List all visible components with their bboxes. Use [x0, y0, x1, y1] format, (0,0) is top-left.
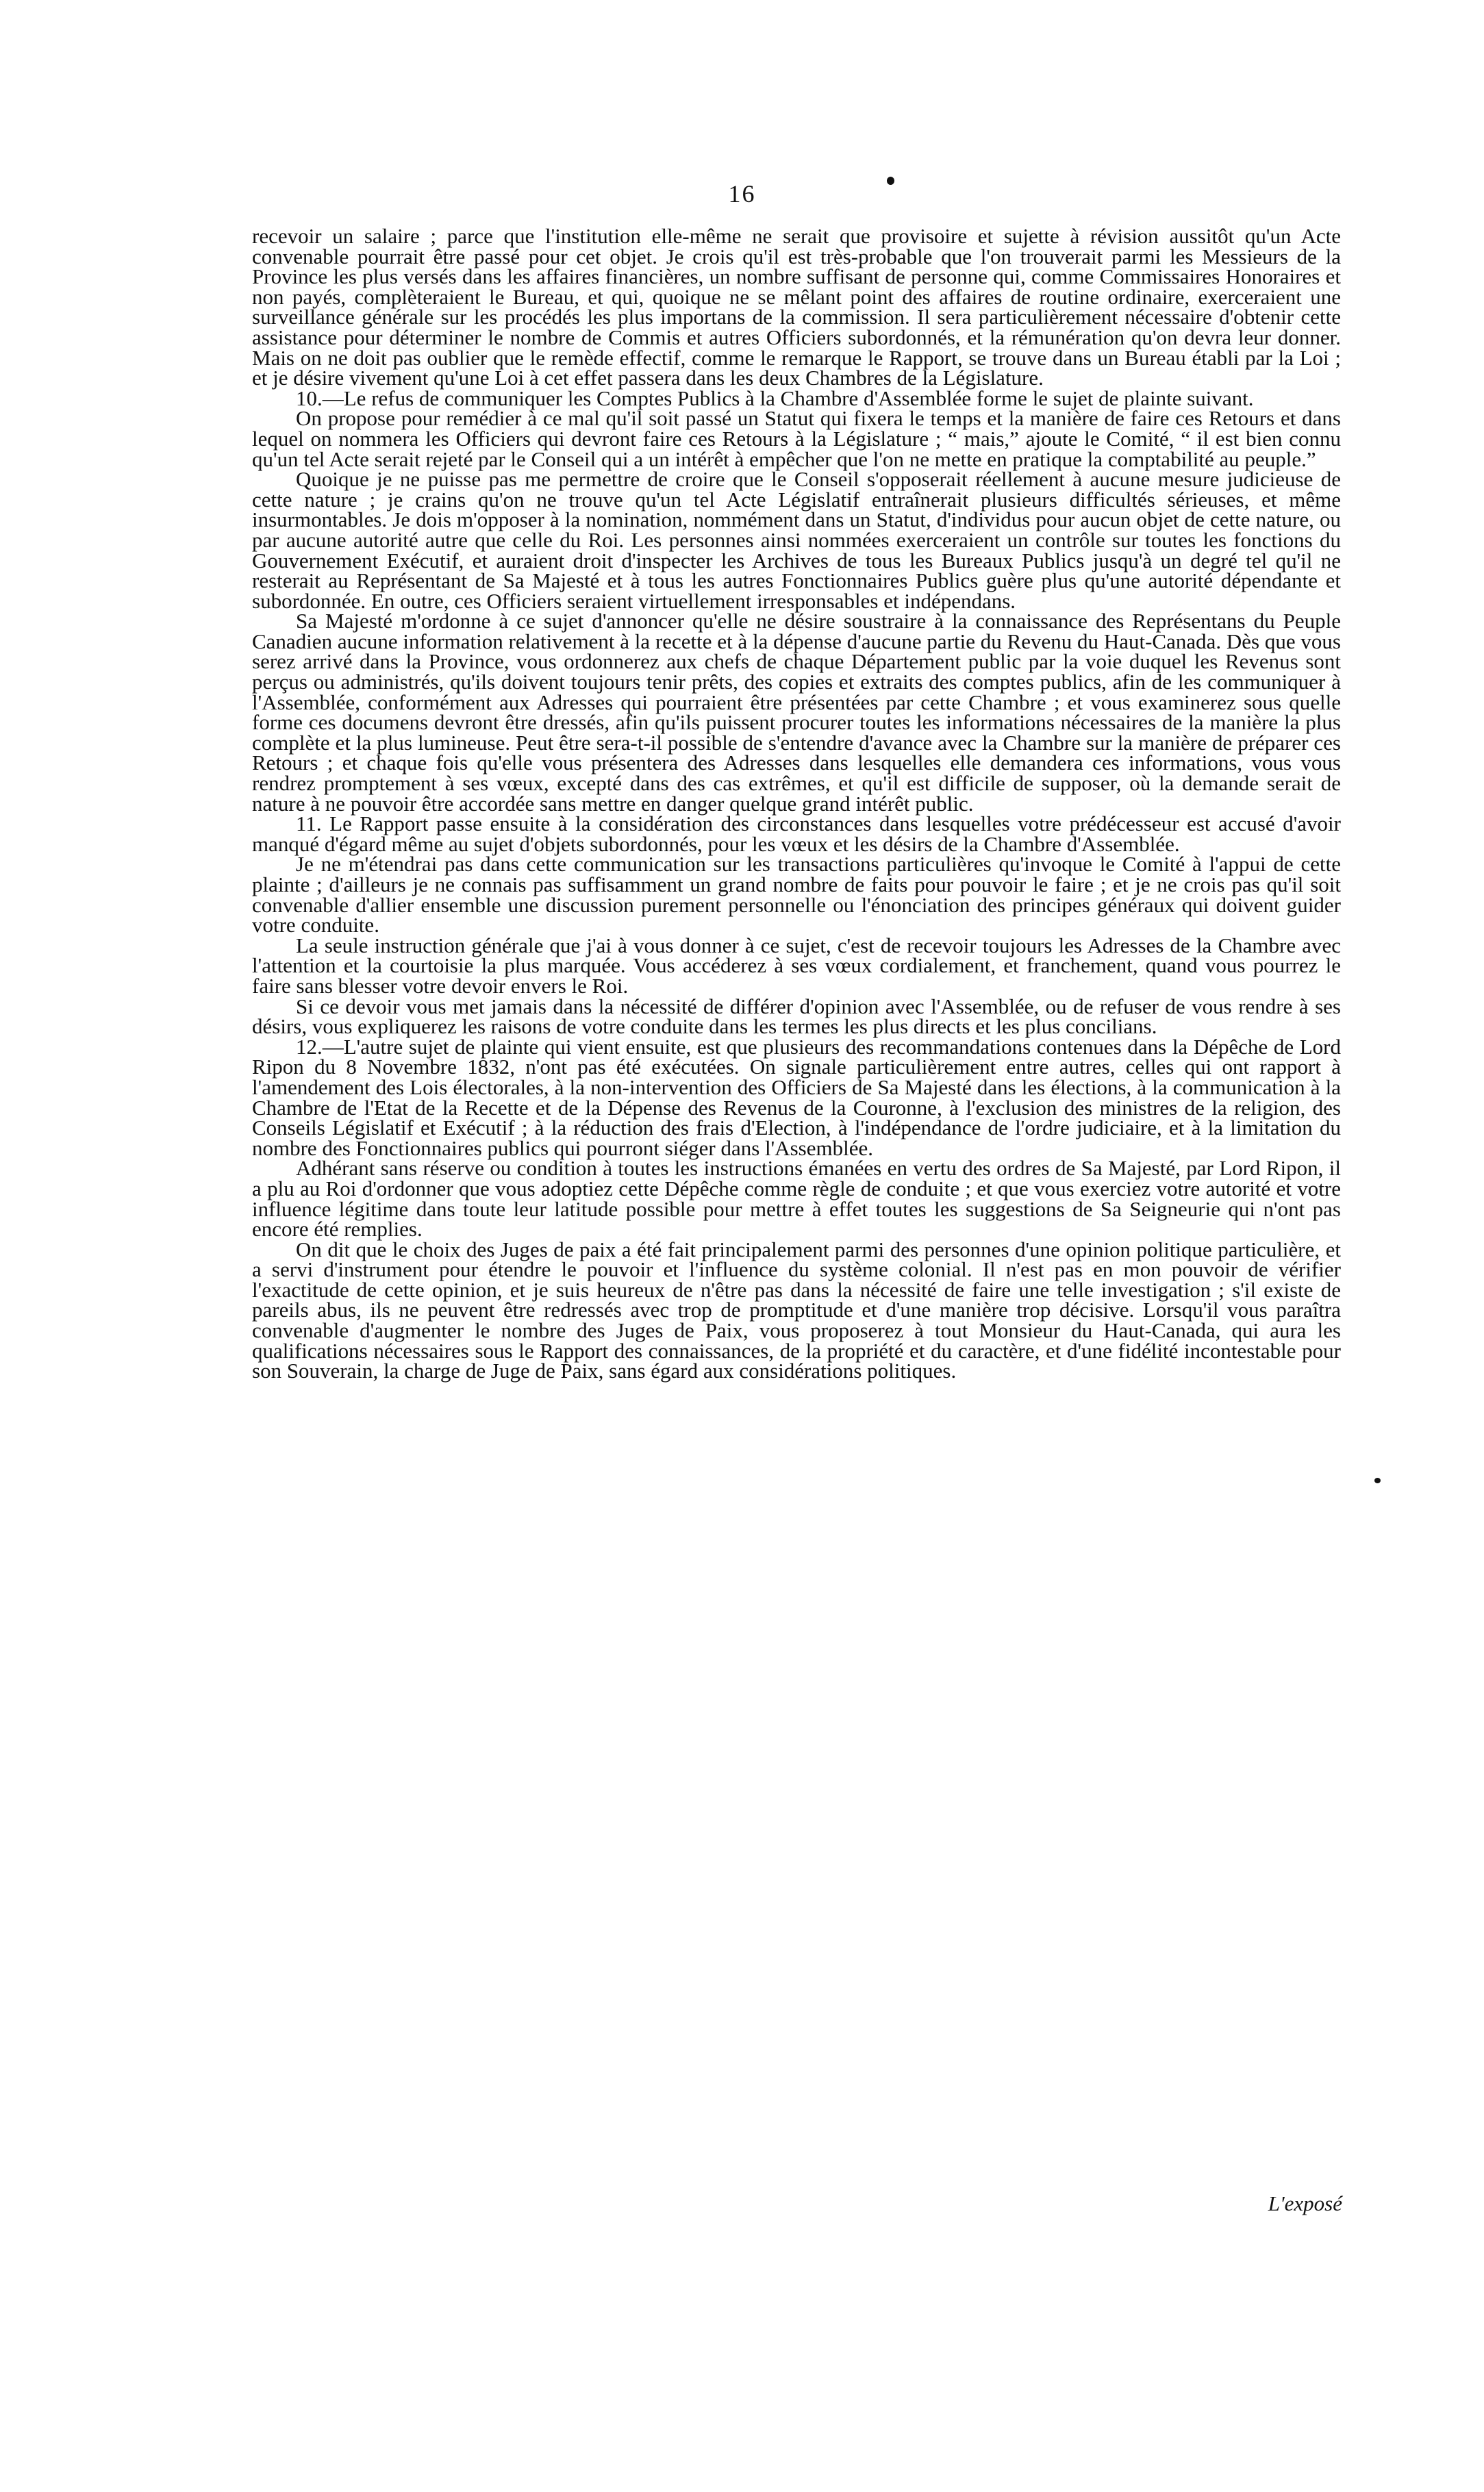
paragraph: Quoique je ne puisse pas me permettre de croire que le Conseil s'opposerait réellement à aucune mesure judicieuse de cette nature ; je crains qu'on ne trouve qu'un tel Acte Législatif entraînerait plusieurs difficultés sérieuses, et même insurmontables. Je dois m'opposer à la nomination, nommément dans un Statut, d'individus pour aucun objet de cette nature, ou par aucune autorité autre que celle du Roi. Les personnes ainsi nommées exerceraient un contrôle sur toutes les fonctions du Gouvernement Exécutif, et auraient droit d'inspecter les Archives de tous les Bureaux Publics jusqu'à un degré tel qu'il ne resterait au Représentant de Sa Majesté et à tous les autres Fonctionnaires Publics guère plus qu'une autorité dépendante et subordonnée. En outre, ces Officiers seraient virtuellement irresponsables et indépendans. — [252, 467, 1341, 613]
paragraph: On propose pour remédier à ce mal qu'il soit passé un Statut qui fixera le temps et la manière de faire ces Retours et dans lequel on nommera les Officiers qui devront faire ces Retours à la Législature ; “ mais,” ajoute le Comité, “ il est bien connu qu'un tel Acte serait rejeté par le Conseil qui a un intérêt à empêcher que l'on ne mette en pratique la comptabilité au peuple.” — [252, 406, 1341, 471]
paragraph: Sa Majesté m'ordonne à ce sujet d'annoncer qu'elle ne désire soustraire à la connaissance des Représentans du Peuple Canadien aucune information relativement à la recette et à la dépense d'aucune partie du Revenu du Haut-Canada. Dès que vous serez arrivé dans la Province, vous ordonnerez aux chefs de chaque Département public par la voie duquel les Revenus sont perçus ou administrés, qu'ils doivent toujours tenir prêts, des copies et extraits des comptes publics, afin de les communiquer à l'Assemblée, conformément aux Adresses qui pourraient être présentées par cette Chambre ; et vous examinerez sous quelle forme ces documens devront être dressés, afin qu'ils puissent procurer toutes les informations nécessaires de la manière la plus complète et la plus lumineuse. Peut être sera-t-il possible de s'entendre d'avance avec la Chambre sur la manière de préparer ces Retours ; et chaque fois qu'elle vous présentera des Adresses dans lesquelles elle demandera ces informations, vous vous rendrez promptement à ses vœux, excepté dans des cas extrêmes, et qu'il est difficile de supposer, où la demande serait de nature à ne pouvoir être accordée sans mettre en danger quelque grand intérêt public. — [252, 609, 1341, 816]
paragraph-section-12: 12.—L'autre sujet de plainte qui vient ensuite, est que plusieurs des recommandations contenues dans la Dépêche de Lord Ripon du 8 Novembre 1832, n'ont pas été exécutées. On signale particulièrement entre autres, celles qui ont rapport à l'amendement des Lois électorales, à la non-intervention des Officiers de Sa Majesté dans les élections, à la communication à la Chambre de l'Etat de la Recette et de la Dépense des Revenus de la Couronne, à l'exclusion des ministres de la religion, des Conseils Législatif et Exécutif ; à la réduction des frais d'Election, à l'indépendance de l'ordre judiciaire, et à la limitation du nombre des Fonctionnaires publics qui pourront siéger dans l'Assemblée. — [252, 1034, 1341, 1160]
body-text — [252, 226, 1341, 1381]
paragraph: Je ne m'étendrai pas dans cette communication sur les transactions particulières qu'invoque le Comité à l'appui de cette plainte ; d'ailleurs je ne connais pas suffisamment un grand nombre de faits pour pouvoir le faire ; et je ne crois pas qu'il soit convenable d'allier ensemble une discussion purement personnelle ou l'énonciation des principes généraux qui doivent guider votre conduite. — [252, 852, 1341, 937]
paragraph: Adhérant sans réserve ou condition à toutes les instructions émanées en vertu des ordres de Sa Majesté, par Lord Ripon, il a plu au Roi d'ordonner que vous adoptiez cette Dépêche comme règle de conduite ; et que vous exerciez votre autorité et votre influence légitime dans toute leur latitude possible pour mettre à effet toutes les suggestions de Sa Seigneurie qui n'ont pas encore été remplies. — [252, 1156, 1341, 1242]
paragraph: Si ce devoir vous met jamais dans la nécessité de différer d'opinion avec l'Assemblée, ou de refuser de vous rendre à ses désirs, vous expliquerez les raisons de votre conduite dans les termes les plus directs et les plus concilians. — [252, 994, 1341, 1039]
paragraph: La seule instruction générale que j'ai à vous donner à ce sujet, c'est de recevoir toujours les Adresses de la Chambre avec l'attention et la courtoisie la plus marquée. Vous accéderez à ses vœux cordialement, et franchement, quand vous pourrez le faire sans blesser votre devoir envers le Roi. — [252, 933, 1341, 998]
paragraph: On dit que le choix des Juges de paix a été fait principalement parmi des personnes d'une opinion politique particulière, et a servi d'instrument pour étendre le pouvoir et l'influence du système colonial. Il n'est pas en mon pouvoir de vérifier l'exactitude de cette opinion, et je suis heureux de n'être pas dans la nécessité de faire une telle investigation ; s'il existe de pareils abus, ils ne peuvent être redressés avec trop de promptitude et d'une manière trop décisive. Lorsqu'il vous paraîtra convenable d'augmenter le nombre des Juges de Paix, vous proposerez à tout Monsieur du Haut-Canada, qui aura les qualifications nécessaires sous le Rapport des connaissances, de la propriété et du caractère, et d'une fidélité incontestable pour son Souverain, la charge de Juge de Paix, sans égard aux considérations politiques. — [252, 1237, 1341, 1383]
ink-dot-mark — [887, 177, 894, 185]
paragraph-continuation: recevoir un salaire ; parce que l'institution elle-même ne serait que provisoire et sujette à révision aussitôt qu'un Acte convenable pourrait être passé pour cet objet. Je crois qu'il est très-probable que l'on trouverait parmi les Messieurs de la Province les plus versés dans les affaires financières, un nombre suffisant de personne qui, comme Commissaires Honoraires et non payés, complèteraient le Bureau, et qui, quoique ne se mêlant point des affaires de routine ordinaire, exerceraient une surveillance générale sur les procédés les plus importans de la commission. Il sera particulièrement nécessaire d'obtenir cette assistance pour déterminer le nombre de Commis et autres Officiers subordonnés, et la rémunération qu'on devra leur donner. Mais on ne doit pas oublier que le remède effectif, comme le remarque le Rapport, se trouve dans un Bureau établi par la Loi ; et je désire vivement qu'une Loi à cet effet passera dans les deux Chambres de la Législature. — [252, 224, 1341, 390]
page-number: 16 — [728, 180, 756, 207]
paragraph-section-11: 11. Le Rapport passe ensuite à la considération des circonstances dans lesquelles votre prédécesseur est accusé d'avoir manqué d'égard même au sujet d'objets subordonnés, pour les vœux et les désirs de la Chambre d'Assemblée. — [252, 811, 1341, 856]
paragraph-section-10: 10.—Le refus de communiquer les Comptes Publics à la Chambre d'Assemblée forme le sujet de plainte suivant. — [296, 386, 1254, 410]
catchword: L'exposé — [1268, 2191, 1342, 2215]
margin-dot-mark — [1374, 1478, 1381, 1483]
